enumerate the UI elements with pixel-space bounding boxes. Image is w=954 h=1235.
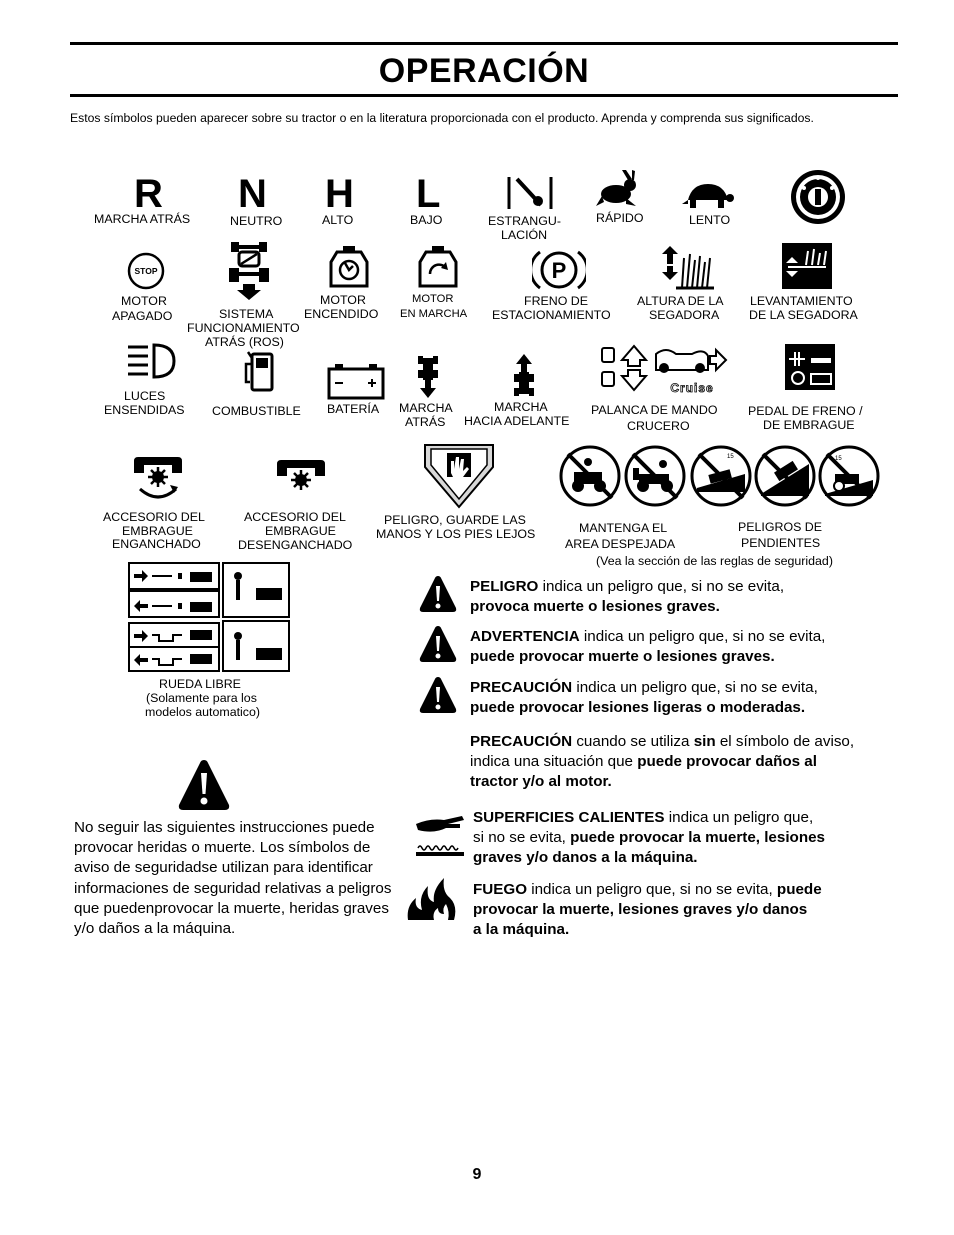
def-fuego: [473, 880, 822, 940]
caption-motor-apagado-1: MOTOR: [121, 294, 167, 308]
def-advertencia-term: ADVERTENCIA: [470, 628, 580, 645]
fire-icon: [404, 876, 460, 922]
def-precaucion-sin-t3: indica una situación que: [470, 753, 638, 770]
caption-bateria: BATERÍA: [327, 402, 380, 416]
caption-pendientes-1: PELIGROS DE: [738, 520, 823, 534]
def-precaucion-sin-t2: el símbolo de aviso,: [715, 733, 855, 750]
caption-manos-1: PELIGRO, GUARDE LAS: [384, 513, 526, 527]
def-precaucion: [470, 678, 818, 718]
large-warning-triangle-icon: [177, 758, 231, 812]
title-underline: [70, 94, 898, 97]
attachment-clutch-disengaged-icon: [273, 458, 329, 498]
caption-despejada-1: MANTENGA EL: [579, 521, 668, 535]
def-fuego-b2: provocar la muerte, lesiones graves y/o danos: [473, 901, 808, 918]
caption-desenganchado-2: EMBRAGUE: [265, 524, 336, 538]
caption-alto: ALTO: [322, 213, 354, 227]
caption-freno-1: FRENO DE: [524, 294, 589, 308]
keep-area-clear-2-icon: [623, 444, 687, 508]
caption-rueda-libre-3: modelos automatico): [145, 705, 261, 719]
page-number: 9: [472, 1166, 482, 1183]
safety-rules-note: (Vea la sección de las reglas de seguridad): [596, 554, 833, 568]
ignition-key-icon: [789, 168, 847, 226]
def-precaucion-sin-term: PRECAUCIÓN: [470, 733, 573, 750]
caption-freno-2: ESTACIONAMIENTO: [492, 308, 611, 322]
def-precaucion-sin-t1: cuando se utiliza: [572, 733, 694, 750]
def-precaucion-bold: puede provocar lesiones ligeras o moderadas.: [470, 699, 806, 716]
caption-levantamiento-2: DE LA SEGADORA: [749, 308, 858, 322]
turtle-icon: [682, 182, 734, 210]
caption-rueda-libre-2: (Solamente para los: [146, 691, 257, 705]
caption-bajo: BAJO: [410, 213, 443, 227]
battery-icon: [327, 362, 385, 400]
caption-marcha-adelante-1: MARCHA: [494, 400, 548, 414]
def-fuego-term: FUEGO: [473, 881, 528, 898]
caution-triangle-icon: [418, 675, 458, 715]
caption-combustible: COMBUSTIBLE: [212, 404, 301, 418]
caption-rapido: RÁPIDO: [596, 211, 644, 225]
slope-degree-1: 15: [727, 454, 734, 460]
def-precaucion-term: PRECAUCIÓN: [470, 679, 573, 696]
def-fuego-b1: puede: [776, 881, 822, 898]
def-advertencia: [470, 627, 825, 667]
caption-marcha-atras-3-1: MARCHA: [399, 401, 453, 415]
caption-altura-2: SEGADORA: [649, 308, 720, 322]
freewheel-icon: [128, 562, 292, 672]
engine-running-icon: [418, 246, 458, 292]
slope-hazard-3-icon: [817, 444, 881, 508]
def-advertencia-text: indica un peligro que, si no se evita,: [579, 628, 826, 645]
warning-paragraph: No seguir las siguientes instrucciones puede provocar heridas o muerte. Los símbolos de aviso de seguridadse utilizan para identificar informaciones de seguridad relativas a peligros que puedenprovocar la muerte, heridas graves y/o daños a la máquina.: [74, 819, 392, 938]
caption-pedal-1: PEDAL DE FRENO /: [748, 404, 863, 418]
cruise-label: Cruise: [670, 381, 714, 395]
def-peligro-text: indica un peligro que, si no se evita,: [538, 578, 785, 595]
caption-estrangulacion-2: LACIÓN: [501, 228, 548, 242]
mower-lift-icon: [782, 243, 832, 289]
def-superficies: [473, 808, 825, 868]
caption-motor-encendido-1: MOTOR: [320, 293, 366, 307]
def-fuego-t1: indica un peligro que, si no se evita,: [527, 881, 777, 898]
stop-icon: [127, 252, 165, 290]
slope-hazard-2-icon: [753, 444, 817, 508]
letter-n: N: [238, 172, 267, 216]
def-precaucion-sin-b2: tractor y/o al motor.: [470, 773, 612, 790]
page-title: OPERACIÓN: [378, 52, 590, 90]
caption-lento: LENTO: [689, 213, 731, 227]
caption-ros-1: SISTEMA: [219, 307, 274, 321]
mower-height-icon: [662, 244, 714, 290]
caption-desenganchado-3: DESENGANCHADO: [238, 538, 353, 552]
caption-despejada-2: AREA DESPEJADA: [565, 537, 676, 551]
caption-estrangulacion-1: ESTRANGU-: [488, 214, 561, 228]
slope-degree-2: 15: [835, 456, 842, 462]
danger-triangle-icon: [418, 574, 458, 614]
stop-label: STOP: [134, 266, 158, 276]
rabbit-icon: [596, 170, 640, 208]
caption-pedal-2: DE EMBRAGUE: [763, 418, 855, 432]
caption-marcha-atras: MARCHA ATRÁS: [94, 212, 191, 226]
caption-palanca-1: PALANCA DE MANDO: [591, 403, 718, 417]
forward-travel-icon: [514, 354, 534, 398]
def-precaucion-text: indica un peligro que, si no se evita,: [572, 679, 818, 696]
warning-triangle-icon: [418, 624, 458, 664]
keep-area-clear-1-icon: [558, 444, 622, 508]
def-precaucion-sin-b1: puede provocar daños al: [637, 753, 817, 770]
hot-surface-icon: [414, 810, 466, 858]
cruise-control-icon: [596, 344, 738, 396]
caption-ros-3: ATRÁS (ROS): [205, 335, 284, 349]
def-superficies-term: SUPERFICIES CALIENTES: [473, 809, 665, 826]
caption-palanca-2: CRUCERO: [627, 419, 690, 433]
caption-luces-2: ENSENDIDAS: [104, 403, 185, 417]
caption-marcha-adelante-2: HACIA ADELANTE: [464, 414, 570, 428]
def-peligro: [470, 577, 784, 617]
def-precaucion-sin-sin: sin: [693, 733, 716, 750]
caption-motor-marcha-2: EN MARCHA: [400, 308, 468, 320]
reverse-travel-icon: [418, 354, 438, 398]
caption-pendientes-2: PENDIENTES: [741, 536, 821, 550]
def-peligro-bold: provoca muerte o lesiones graves.: [470, 598, 720, 615]
caption-enganchado-1: ACCESORIO DEL: [103, 510, 205, 524]
fuel-icon: [244, 350, 274, 392]
attachment-clutch-engaged-icon: [130, 455, 186, 503]
caption-enganchado-2: EMBRAGUE: [122, 524, 193, 538]
headlights-icon: [126, 341, 176, 381]
def-peligro-term: PELIGRO: [470, 578, 539, 595]
def-fuego-b3: a la máquina.: [473, 921, 570, 938]
engine-start-icon: [329, 246, 369, 292]
letter-r: R: [134, 172, 163, 216]
def-advertencia-bold: puede provocar muerte o lesiones graves.: [470, 648, 775, 665]
brake-clutch-pedal-icon: [785, 344, 835, 390]
top-rule: [70, 42, 898, 45]
hand-foot-danger-icon: [423, 443, 495, 509]
def-superficies-b1: puede provocar la muerte, lesiones: [570, 829, 825, 846]
caption-altura-1: ALTURA DE LA: [637, 294, 724, 308]
slope-hazard-1-icon: [689, 444, 753, 508]
caption-motor-encendido-2: ENCENDIDO: [304, 307, 379, 321]
caption-enganchado-3: ENGANCHADO: [112, 537, 201, 551]
letter-h: H: [325, 172, 354, 216]
caption-marcha-atras-3-2: ATRÁS: [405, 415, 446, 429]
caption-luces-1: LUCES: [124, 389, 166, 403]
choke-icon: [505, 175, 555, 211]
caption-ros-2: FUNCIONAMIENTO: [187, 321, 300, 335]
parking-brake-icon: [532, 246, 586, 294]
letter-l: L: [416, 172, 441, 216]
def-superficies-t2: si no se evita,: [473, 829, 571, 846]
def-precaucion-sin: [470, 732, 854, 792]
def-superficies-t1: indica un peligro que,: [664, 809, 814, 826]
caption-motor-marcha-1: MOTOR: [412, 293, 454, 305]
caption-motor-apagado-2: APAGADO: [112, 309, 173, 323]
caption-neutro: NEUTRO: [230, 214, 283, 228]
caption-levantamiento-1: LEVANTAMIENTO: [750, 294, 853, 308]
parking-brake-p: P: [551, 258, 567, 283]
caption-rueda-libre-1: RUEDA LIBRE: [159, 677, 241, 691]
ros-icon: [227, 240, 271, 300]
caption-manos-2: MANOS Y LOS PIES LEJOS: [376, 527, 536, 541]
def-superficies-b2: graves y/o danos a la máquina.: [473, 849, 698, 866]
intro-text: Estos símbolos pueden aparecer sobre su tractor o en la literatura proporcionada con el producto. Aprenda y comprenda sus significados.: [70, 111, 814, 125]
caption-desenganchado-1: ACCESORIO DEL: [244, 510, 346, 524]
